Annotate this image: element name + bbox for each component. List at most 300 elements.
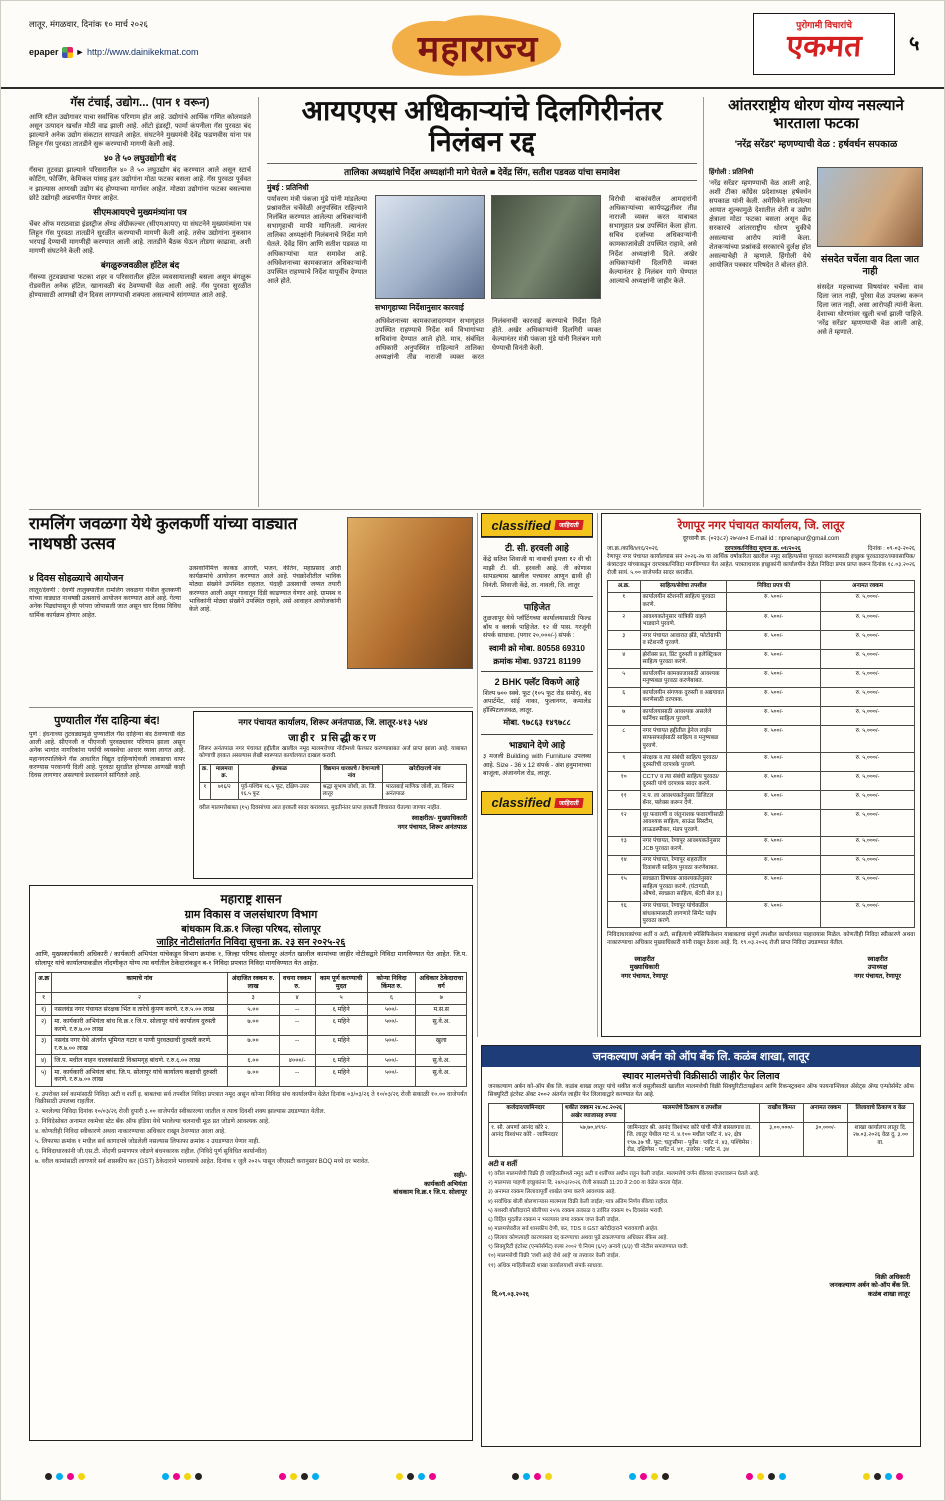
term-item: ६. निविदाधारकांनी जी.एस.टी. नोंदणी प्रमाणपत्र जोडणे बंधनकारक राहील. (निविदे पूर्ण सुविधित कार्यान्वीत) <box>35 1148 267 1156</box>
cell: -- <box>279 1035 315 1055</box>
cell: म.स.स <box>416 1004 467 1016</box>
registration-mark-group <box>162 1473 202 1480</box>
cell: रु. ५००/- <box>727 631 821 650</box>
ramling-headline: रामलिंग जवळगा येथे कुलकर्णी यांच्या वाड्यात नाथषष्ठी उत्सव <box>29 515 298 553</box>
column-header: कर्जदार/जामिनदार <box>489 1103 563 1122</box>
registration-mark-group <box>45 1473 85 1480</box>
intl-body-left: 'नरेंद्र सरेंडर' म्हणण्याची वेळ आली आहे, अशी टीका काँग्रेस प्रदेशाध्यक्ष हर्षवर्धन सपकाळ यांनी केली. अमेरिकेने लादलेल्या आयात शुल्कामुळे देशातील शेती व उद्योग क्षेत्राला मोठा फटका बसला असून केंद्र सरकारचे आंतरराष्ट्रीय धोरण चुकीचे असल्याचा आरोप त्यांनी केला. शेतकऱ्यांच्या प्रश्नांकडे सरकारचे दुर्लक्ष होत असल्याचेही ते म्हणाले. हिंगोली येथे आयोजित पत्रकार परिषदेत ते बोलत होते. <box>709 180 811 269</box>
cell: कार्यालयीन कामकाजासाठी आवश्यक मनुष्यबळ पुरवठा करणेबाबत. <box>640 669 727 688</box>
cell: ५००/- <box>367 1067 416 1087</box>
cell: मा. कार्यकारी अभियंता बांध. जि.प. सोलापूर यांचे कार्यालय कक्षाची दुरुस्ती करणे. र.रु.७.०० लाख <box>52 1067 227 1087</box>
ramling-body-col1: लातूर/देवणी : देवणी तालुक्यातील रामलिंग जवळगा येथील कुलकर्णी यांच्या वाड्यात नाथषष्ठी उत्सवाचे आयोजन करण्यात आले आहे. गेल्या अनेक पिढ्यांपासून ही परंपरा जोपासली जात असून चार दिवस विविध धार्मिक कार्यक्रम होणार आहेत. <box>29 587 181 619</box>
solapur-header-row <box>36 973 467 993</box>
cell: १५ <box>608 874 641 901</box>
term-item: ७) मालमत्तेवरील सर्व शासकीय देणी, कर, TDS व GST खरेदीदाराने भरावयाची आहेत. <box>488 1225 659 1232</box>
cell: रु. ५००/- <box>727 688 821 707</box>
tender-row <box>608 612 915 631</box>
term-item: ५) यशस्वी बोलीदाराने बोलीच्या २५% रक्कम तत्काळ व उर्वरित रक्कम १५ दिवसांत भरावी. <box>488 1207 664 1214</box>
column-rule <box>597 513 598 1037</box>
cell: स्वच्छता विषयक आवश्यकतेनुसार साहित्य पुरवठा करणे. (घंटागाडी, औषधे, स्वच्छता साहित्य, बॅटरी सेल इ.) <box>640 874 727 901</box>
column-header: अ.क्र. <box>608 581 641 593</box>
cell: रु. ५,०००/- <box>821 874 915 901</box>
lead-subhead: तालिका अध्यक्षांचे निर्देश अध्यक्षांनी मागे घेतले ■ देवेंद्र सिंग, सतीश पडवळ यांचा समावेश <box>267 163 697 181</box>
cell: धूर फवारणी व जंतुनाशक फवारणीसाठी आवश्यक साहित्य, साऊंड सिस्टीम, लाऊडस्पीकर, मंडप पुरवणे. <box>640 810 727 837</box>
cell: ४ <box>608 650 641 669</box>
cell: रु. ५००/- <box>727 901 821 928</box>
epaper-url-link[interactable]: http://www.dainikekmat.com <box>86 47 199 57</box>
tender-row <box>608 874 915 901</box>
cell: ६.०० <box>227 1055 279 1067</box>
lead-headline: आयएएस अधिकाऱ्यांचे दिलगिरीनंतर निलंबन रद्द <box>301 95 663 158</box>
solapur-numbering-row <box>36 992 467 1004</box>
cell: ७ <box>608 707 641 726</box>
cell: १ <box>36 992 52 1004</box>
tender-row <box>608 631 915 650</box>
renapur-contact: दूरध्वनी क्र. (०२३८२) २७५४०२ E-mail id : nprenapur@gmail.com <box>682 536 840 542</box>
bank-subtitle: स्थावर मालमत्तेची विक्रीसाठी जाहीर फेर लिलाव <box>622 1070 780 1081</box>
cell: ७ <box>416 992 467 1004</box>
cell: रु. ५,०००/- <box>821 669 915 688</box>
cell: ३) <box>36 1035 52 1055</box>
bank-terms <box>482 1171 920 1270</box>
lead-photo-2 <box>491 195 601 299</box>
term-item: २. भरलेल्या निविदा दिनांक १०/०३/२६ रोजी दुपारी ३.०० वाजेपर्यंत स्वीकारल्या जातील व त्याच दिवशी शक्य झाल्यास उघडण्यात येतील. <box>35 1108 326 1116</box>
cell: १) <box>36 1004 52 1016</box>
term-item: २) मालमत्ता पाहणी इच्छुकांना दि. २४/०३/२०२६ रोजी सकाळी 11:20 ते 2:00 या वेळेत करता येईल. <box>488 1180 683 1187</box>
cell: रु. ५,०००/- <box>821 791 915 810</box>
renapur-signatures <box>607 956 915 982</box>
cell: रु. ५००/- <box>727 612 821 631</box>
cell: रु. ५,०००/- <box>821 612 915 631</box>
cell: १० <box>608 772 641 791</box>
cell: १६ <box>608 901 641 928</box>
cell: रु. ५,०००/- <box>821 688 915 707</box>
tender-row <box>608 753 915 772</box>
cell: ७१६/२ <box>210 782 238 800</box>
cell: पूर्व-पश्चिम १६.५ फूट, दक्षिण-उत्तर १६.५ फूट <box>238 782 320 800</box>
cell: सु.वे.अ. <box>416 1016 467 1036</box>
cell: रु. ५,०००/- <box>821 901 915 928</box>
renapur-sign-left-3: नगर पंचायत, रेणापूर <box>621 973 668 980</box>
cell: ५००/- <box>367 1035 416 1055</box>
column-header: मालमत्ता क्र. <box>210 764 238 782</box>
cell: ६ महिने <box>315 1035 367 1055</box>
cell: नगर पंचायत, रेणापूर आवश्यकतेनुसार JCB पुरवठा करणे. <box>640 836 727 855</box>
term-item: ४) सर्वाधिक बोली बोलणाऱ्यास मालमत्ता विक्री केली जाईल; मात्र अंतिम निर्णय बँकेचा राहील. <box>488 1198 669 1205</box>
lead-body-col4: विरोधी बाकांवरील आमदारांनी अधिकाऱ्यांच्या कार्यपद्धतीवर तीव्र नाराजी व्यक्त करत याबाबत सभागृहात प्रश्न उपस्थित केला होता. सचिव दर्जाच्या अधिकाऱ्यांनी कामकाजावेळी उपस्थित राहावे, असे निर्देश अध्यक्षांनी दिले. अखेर अधिकाऱ्यांनी दिलगिरी व्यक्त केल्यानंतर हे निलंबन मागे घेण्यात आल्याचे अध्यक्षांनी जाहीर केले. <box>609 196 697 285</box>
solapur-terms <box>35 1091 467 1166</box>
tender-row <box>608 810 915 837</box>
classified-tag: जाहिराती <box>554 520 583 530</box>
cell: रु. ५००/- <box>727 726 821 753</box>
tender-row <box>36 1055 467 1067</box>
cell: ३०,०००/- <box>804 1123 848 1157</box>
classified-item-contact-2: क्रमांक मोबा. 93721 81199 <box>493 656 581 666</box>
column-header: अनामत रक्कम <box>821 581 915 593</box>
cell: २ <box>52 992 227 1004</box>
section-rule <box>29 707 473 708</box>
cell: न.प. ला आवश्यकतेनुसार डिजिटल बॅनर, फ्लेक्स करून देणे. <box>640 791 727 810</box>
cell: १३ <box>608 836 641 855</box>
gas-article-p1: आणि स्टील उद्योगावर याचा सर्वाधिक परिणाम होत आहे. उद्योगांचे आर्थिक गणित कोलमडले असून उत्पादन खर्चात मोठी वाढ झाली आहे. ऑटो इंडस्ट्री, फार्मा कंपनीला गॅस पुरवठा बंद झाल्याने अनेक उद्योग संकटात सापडले आहेत. संघटनेने मुख्यमंत्री देवेंद्र फडणवीस यांना पत्र लिहून गॅस पुरवठा तातडीने सुरू करण्याची मागणी केली आहे. <box>29 114 251 149</box>
cell: आवश्यकतेनुसार यांत्रिकी वाहने भाड्याने पुरवणे. <box>640 612 727 631</box>
cell: जि.प. मधील वाहन चालकांसाठी विश्रामगृह बांधणे. र.रु.६.०० लाख <box>52 1055 227 1067</box>
tender-row <box>608 592 915 611</box>
cell: कार्यालयीन स्टेशनरी साहित्य पुरवठा करणे. <box>640 592 727 611</box>
solapur-gov: महाराष्ट्र शासन <box>220 892 282 906</box>
registration-mark-group <box>396 1473 436 1480</box>
cell: १४ <box>608 855 641 874</box>
cell: नगर पंचायत, रेणापूर शहरातील दिवाबत्ती साहित्य पुरवठा करणेबाबत. <box>640 855 727 874</box>
pune-gas-title: पुण्यातील गॅस दाहिन्या बंद! <box>54 715 160 727</box>
cell: नसलवंड नगर पंचायत संरक्षक भिंत व तारेचे कुंपण करणे. र.रु.५.०० लाख <box>52 1004 227 1016</box>
cell: रु. ५,०००/- <box>821 772 915 791</box>
term-item: १) वरील मालमत्तेची विक्री ही जाहिरातीमध्ये नमूद अटी व शर्तींच्या अधीन राहून केली जाईल. मालमत्तेचे वर्णन बँकेच्या दप्तरावरून घेतले आहे. <box>488 1171 760 1178</box>
classified-item <box>481 734 593 785</box>
cell: ७.०० <box>227 1016 279 1036</box>
classified-item <box>481 537 593 596</box>
gas-article-subhead-2: सीएमआयएचे मुख्यमंत्र्यांना पत्र <box>93 206 187 217</box>
term-item: ६) विहित मुदतीत रक्कम न भरल्यास जमा रक्कम जप्त केली जाईल. <box>488 1216 620 1223</box>
cell: रु. ५,०००/- <box>821 726 915 753</box>
cell: ३ <box>608 631 641 650</box>
column-header: काम पूर्ण करण्याची मुदत <box>315 973 367 993</box>
tender-row <box>608 855 915 874</box>
cell: २ <box>608 612 641 631</box>
renapur-notice-no: दरपत्रक/निविदा सूचना क्र. ०१/२०२६ <box>724 546 801 552</box>
ekmat-tagline: पुरोगामी विचारांचे <box>796 20 852 30</box>
solapur-sign-2: कार्यकारी अभियंता <box>424 1180 467 1188</box>
solapur-sign-3: बांधकाम वि.क्र.१ जि.प. सोलापूर <box>393 1189 467 1197</box>
lead-dateline: मुंबई : प्रतिनिधी <box>267 183 309 192</box>
classified-logo-top <box>481 513 593 537</box>
classified-item-title: टी. सी. हरवली आहे <box>505 543 569 553</box>
cell: नगर पंचायत हद्दीतील ड्रेनेज लाईन साफसफाईसाठी साहित्य व मनुष्यबळ पुरवणे. <box>640 726 727 753</box>
term-item: ५. लिफाफा क्रमांक १ मधील सर्व कागदपत्रे जोडलेली नसल्यास लिफाफा क्रमांक २ उघडण्यात येणार नाही. <box>35 1138 260 1146</box>
cell: ५) <box>36 1067 52 1087</box>
intl-photo-modi <box>817 167 923 247</box>
cell: -- <box>279 1004 315 1016</box>
registration-mark-group <box>279 1473 319 1480</box>
shirur-table-row <box>200 782 467 800</box>
cell: सु.वे.अ. <box>416 1067 467 1087</box>
date-line: लातूर, मंगळवार, दिनांक १० मार्च २०२६ <box>29 19 148 29</box>
cell: रु. ५००/- <box>727 592 821 611</box>
column-header: कोऱ्या निविदा किंमत रु. <box>367 973 416 993</box>
bank-sign-2: जनकल्याण अर्बन को-ऑप बँक लि. <box>829 1282 910 1290</box>
shirur-title: जाहीर प्रसिद्धीकरण <box>288 733 378 744</box>
ramling-subhead: ४ दिवस सोहळ्याचे आयोजन <box>29 572 124 583</box>
bank-auction-row <box>489 1123 914 1157</box>
shirur-notice <box>193 711 473 879</box>
cell: ४) <box>36 1055 52 1067</box>
bank-auction-notice <box>481 1045 921 1447</box>
cell: १. सौ. अपर्णा आनंद कोरे २. आनंद विश्वंभर कोरे - जामिनदार <box>489 1123 563 1157</box>
epaper-arrow: ► <box>75 47 85 57</box>
gas-article <box>29 95 251 505</box>
bank-date: दि.०९.०३.२०२६ <box>492 1290 529 1298</box>
cell: संरक्षक व त्या संबंधी साहित्य पुरवठा/दुरुस्तीची दरपत्रके पुरवणे. <box>640 753 727 772</box>
shirur-table <box>199 764 467 801</box>
ramling-article <box>29 513 473 703</box>
cell: रु. ५,०००/- <box>821 855 915 874</box>
column-header: अ.क्र <box>36 973 52 993</box>
cell: नगर पंचायत, रेणापूर यांचेकडील बांधकामासाठी लागणारे सिमेंट पाईप पुरवठा करणे. <box>640 901 727 928</box>
column-header: क्र. <box>200 764 211 782</box>
intl-subheadline: संसदेत चर्चेला वाव दिला जात नाही <box>821 253 919 276</box>
renapur-tender <box>601 513 921 1037</box>
column-header: लिलावाचे ठिकाण व वेळ <box>848 1103 914 1122</box>
term-item: १. उपरोक्त सर्व कामांसाठी निविदा अटी व शर्ती इ. बाबतचा सर्व तपशील निविदा प्रपत्रात नमूद असून कोऱ्या निविदा संच कार्यालयीन वेळेत दिनांक ०३/०३/२६ ते १०/०३/२६ रोजी सकाळी १०.०० वाजेपर्यंत विक्रीसाठी उपलब्ध राहतील. <box>35 1090 467 1106</box>
shirur-table-header-row <box>200 764 467 782</box>
cell: भारतबाई माणिक जोशी, ता. शिरूर अनंतपाळ <box>383 782 467 800</box>
page-number: ५ <box>909 33 920 55</box>
intl-article <box>709 95 923 507</box>
cell: रु. ५००/- <box>727 855 821 874</box>
lead-article <box>267 95 697 507</box>
bank-terms-title: अटी व शर्ती <box>488 1161 518 1169</box>
cell: नसवंड नगर येथे अंतर्गत भूमिगत गटार व पाणी पुरवठ्याची दुरुस्ती करणे. र.रु.७.०० लाख <box>52 1035 227 1055</box>
renapur-outro: निविदाधारकांच्या शर्ती व अटी, साहित्याचे स्पेसिफिकेशन याबाबतचा संपूर्ण तपशील कार्यालयात पाहावयास मिळेल. कोणतीही निविदा स्वीकारणे अथवा नाकारण्याचा अधिकार मुख्याधिकारी यांनी राखून ठेवला आहे. दि. १९.०३.२०२६ रोजी प्राप्त निविदा उघडण्यात येतील. <box>607 932 915 946</box>
cell: शाखा कार्यालय लातूर दि. २७.०३.२०२६ वेळ दु. ३.०० वा. <box>848 1123 914 1157</box>
column-header: अनामत रक्कम <box>804 1103 848 1122</box>
cell: रु. ५,०००/- <box>821 707 915 726</box>
cell: ५००/- <box>367 1004 416 1016</box>
masthead-title: महाराज्य <box>417 28 539 69</box>
column-header: वचना रक्कम रु. <box>279 973 315 993</box>
solapur-dept: ग्राम विकास व जलसंधारण विभाग <box>184 909 318 921</box>
column-header: थकीत रक्कम २४.०८.२०२६ अखेर व्याजासह रुपया <box>563 1103 625 1122</box>
cell: श्रद्धा सुभाष जोशी, ता. जि. लातूर <box>320 782 383 800</box>
gas-article-p3: चेंबर ऑफ मराठवाडा इंडस्ट्रीज ॲण्ड ॲग्रीकल्चर (सीएमआयए) या संघटनेने मुख्यमंत्र्यांना पत्र लिहून गॅस पुरवठा तातडीने सुरळीत करण्याची मागणी केली आहे. तसेच उद्योगांना नुकसान भरपाई देण्याची मागणीही करण्यात आली आहे. तातडीने बैठक घेऊन तोडगा काढावा, अशी मागणी संघटनेने केली आहे. <box>29 220 251 256</box>
classified-tag: जाहिराती <box>554 798 583 808</box>
solapur-tender <box>29 885 473 1441</box>
tender-row <box>36 1035 467 1055</box>
gas-article-subhead-3: बंगळुरुजवळील हॉटेल बंद <box>100 260 180 271</box>
column-header: मालमत्तेचे ठिकाण व तपशील <box>625 1103 760 1122</box>
renapur-header-row <box>608 581 915 593</box>
bank-header-row <box>489 1103 914 1122</box>
cell: रु. ५००/- <box>727 707 821 726</box>
cell: ५००/- <box>367 1016 416 1036</box>
tender-row <box>608 688 915 707</box>
lead-photo-1 <box>375 195 485 299</box>
tender-row <box>36 1067 467 1087</box>
lead-photo-caption: सभागृहाच्या निर्देशानुसार कारवाई <box>375 303 464 312</box>
pune-gas-body: पुणे : इंधनाच्या तुटवड्यामुळे पुण्यातील गॅस दाहिन्या बंद ठेवण्याची वेळ आली आहे. सीएनजी व पीएनजी पुरवठ्यावर परिणाम झाला असून अनेक भागांत नागरिकांना पर्यायी व्यवस्थेचा आधार घ्यावा लागत आहे. महानगरपालिकेने गॅस आधारित विद्युत दाहिन्यांऐवजी लाकडाचा वापर करण्यास परवानगी दिली आहे. पुरवठा सुरळीत होण्यास आणखी काही दिवस लागणार असल्याचे प्रशासनाने सांगितले आहे. <box>29 731 185 779</box>
cell: झेरॉक्स प्रत, प्रिंट दुरुस्ती व इलेक्ट्रिकल साहित्य पुरवठा करणे. <box>640 650 727 669</box>
gas-article-p2: गॅसचा तुटवडा झाल्याने परिसरातील ४० ते ५० लघुउद्योग बंद करण्यात आले असून स्टार्च कोटिंग, फोर्जिंग, केमिकल यांसह इतर उद्योगांना मोठा फटका बसला आहे. गॅस पुरवठा पूर्ववत न झाल्यास आणखी उद्योग बंद होण्याच्या मार्गावर आहेत. मोठ्या उद्योगांना फटका बसल्यास छोटे उद्योगही अडचणीत येणार आहेत. <box>29 167 251 202</box>
cell: ६ महिने <box>315 1016 367 1036</box>
pune-gas-article <box>29 713 185 879</box>
registration-mark-group <box>863 1473 903 1480</box>
classified-item-body: केंद्रे सतिश शिवाजी या नावाची इयत्ता १२ वी ची माझी टी. सी. हरवली आहे. ती कोणास सापडल्यास खालील पत्त्यावर आणून द्यावी ही विनंती. शिवाजी केंद्रे, ता. नावली, जि. लातूर <box>483 556 591 589</box>
cell: रु. ५,०००/- <box>821 753 915 772</box>
cell: रु. ५,०००/- <box>821 810 915 837</box>
cell: ६ <box>608 688 641 707</box>
cell: ६ महिने <box>315 1067 367 1087</box>
classified-wordmark: classified <box>491 795 551 810</box>
cell: १२ <box>608 810 641 837</box>
tender-row <box>608 707 915 726</box>
intl-headline: आंतरराष्ट्रीय धोरण योग्य नसल्याने भारताला फटका <box>728 97 904 132</box>
tender-row <box>608 772 915 791</box>
bank-footer <box>482 1270 920 1300</box>
bank-sign-1: विक्री अधिकारी <box>875 1273 910 1281</box>
cell: ९ <box>608 753 641 772</box>
ekmat-logo-box <box>753 13 895 75</box>
term-item: ७. वरील कामांसाठी लागणारे सर्व शासकीय कर (GST) ठेकेदाराने भरावयाचे आहेत. दिनांक १ जुलै २०२५ पासून जीएसटी करानुसार BOQ मध्ये दर भरावेत. <box>35 1157 370 1165</box>
cell: रु. ५००/- <box>727 669 821 688</box>
renapur-sign-right-3: नगर पंचायत, रेणापूर <box>854 973 901 980</box>
cell: CCTV व त्या संबंधी साहित्य पुरवठा/दुरुस्ती यांचे दरपत्रक सादर करणे. <box>640 772 727 791</box>
cell: रु. ५००/- <box>727 753 821 772</box>
cell: ४ <box>279 992 315 1004</box>
column-header: अधिकार ठेकेदाराचा वर्ग <box>416 973 467 993</box>
registration-mark-group <box>746 1473 786 1480</box>
cell: रु. ५००/- <box>727 791 821 810</box>
cell: रु. ५,०००/- <box>821 650 915 669</box>
cell: कार्यालयीन संगणक दुरुस्ती व अद्ययावत करणेसाठी दरपत्रक. <box>640 688 727 707</box>
cell: ७.०० <box>227 1067 279 1087</box>
cell: -- <box>279 1016 315 1036</box>
cell: रु. ५००/- <box>727 772 821 791</box>
lead-body-mid: अधिवेशनाच्या कामकाजादरम्यान सभागृहात उपस्थित राहण्याचे निर्देश सर्व विभागांच्या सचिवांना देण्यात आले होते. मात्र, संबंधित अधिकारी अनुपस्थित राहिल्याने तालिका अध्यक्षांनी तीव्र नाराजी व्यक्त करत निलंबनाची कारवाई करण्याचे निर्देश दिले होते. अखेर अधिकाऱ्यांनी दिलगिरी व्यक्त केल्यानंतर मंत्री पंकजा मुंडे यांनी निलंबन मागे घेण्याची विनंती केली. <box>375 318 601 362</box>
epaper-label: epaper <box>29 47 59 57</box>
shirur-office: नगर पंचायत कार्यालय, शिरूर अनंतपाळ, जि. लातूर-४१३ ५४४ <box>238 717 428 727</box>
cell: रु. ५००/- <box>727 650 821 669</box>
cell: २) <box>36 1016 52 1036</box>
cell: -- <box>279 1067 315 1087</box>
cell: रु. ५,०००/- <box>821 836 915 855</box>
classified-logo-bottom <box>481 791 593 815</box>
cell: ४०००/- <box>279 1055 315 1067</box>
intl-dateline: हिंगोली : प्रतिनिधी <box>709 169 754 176</box>
column-header: अंदाजित रक्कम रु. लाख <box>227 973 279 993</box>
solapur-table-body <box>36 1004 467 1086</box>
classified-items <box>481 537 593 785</box>
renapur-table-body <box>608 592 915 927</box>
renapur-sign-left-1: स्वाक्षरीत <box>634 955 655 963</box>
classified-wordmark: classified <box>491 517 551 533</box>
column-header: निविदा प्रपत्र फी <box>727 581 821 593</box>
cell: ५ <box>608 669 641 688</box>
classified-item-title: पाहिजेत <box>523 602 551 612</box>
classified-item-title: 2 BHK फ्लॅट विकणे आहे <box>494 676 580 687</box>
bank-sign-3: कळंब शाखा लातूर <box>867 1290 910 1298</box>
shirur-note: वरील मालमत्तेबाबत (१५) दिवसांच्या आत हरकती सादर कराव्यात. मुदतीनंतर प्राप्त हरकती विचारात घेतल्या जाणार नाहीत. <box>199 805 441 812</box>
cell: ७.०० <box>227 1035 279 1055</box>
solapur-intro: आणि, मुख्यकार्यकारी अधिकारी / कार्यकारी अभियंता यांचेकडून विभाग क्रमांक १, जिल्हा परिषद सोलापूर अंतर्गत खालील कामांच्या जाहीर नोटीसद्वारे निविदा मागविण्यात येत आहेत. जि.प. सोलापूर यांचे कार्यालयाकडील नोंदणीकृत योग्य त्या वर्गातील ठेकेदारांकडून ब-१ निविदा प्रपत्रात निविदा मागविण्यात येत आहेत. <box>35 951 467 967</box>
bank-title: जनकल्याण अर्बन को ऑप बँक लि. कळंब शाखा, लातूर <box>482 1046 920 1067</box>
tender-row <box>36 1004 467 1016</box>
column-rule <box>258 97 259 507</box>
epaper-row <box>29 47 199 58</box>
cell: १ <box>608 592 641 611</box>
renapur-ref: जा.क्र./कावि/४१६/२०२६ <box>607 546 658 552</box>
registration-marks <box>45 1473 903 1480</box>
solapur-sign-1: सही/- <box>453 1171 467 1179</box>
term-item: ४. कोणतीही निविदा स्वीकारणे अथवा नाकारण्याचा अधिकार राखून ठेवण्यात आला आहे. <box>35 1128 226 1136</box>
cell: ६ <box>367 992 416 1004</box>
column-header: क्षेत्रफळ <box>238 764 320 782</box>
classified-item <box>481 596 593 671</box>
cell: जामिनदार श्री. आनंद विश्वंभर कोरे यांची मौजे बासलगाव ता. जि. लातूर येथील गट नं. ४.१०० मधील प्लॉट नं. ४२, क्षेत्र १९७.३७ चौ. फूट; चतुःसीमा - पूर्वेस : प्लॉट नं. ४३, पश्चिमेस : रोड, दक्षिणेस : प्लॉट नं. ४१, उत्तरेस : प्लॉट नं. ३४ <box>625 1123 760 1157</box>
cell: रु. ५,०००/- <box>821 592 915 611</box>
cell: नगर पंचायत आवारात झेंडे, फोटोग्राफी व स्टेशनरी पुरवणे. <box>640 631 727 650</box>
intl-body-right: संसदेत महत्त्वाच्या विषयांवर चर्चेला वाव दिला जात नाही, पुरेसा वेळ उपलब्ध करून दिला जात नाही, असा आरोपही त्यांनी केला. देशाच्या धोरणांवर खुली चर्चा झाली पाहिजे. 'नरेंद्र सरेंडर' म्हणण्याची वेळ आली आहे, असे ते म्हणाले. <box>817 284 923 337</box>
bank-intro: जनकल्याण अर्बन को-ऑप बँक लि. कळंब शाखा लातूर यांचे थकीत कर्ज वसुलीसाठी खालील मालमत्तेची विक्री सिक्युरिटीटायझेशन आणि रिकन्स्ट्रक्शन ऑफ फायनान्शियल ॲसेट्स ॲण्ड एन्फोर्समेंट ऑफ सिक्युरिटी इंटरेस्ट ॲक्ट २००२ अंतर्गत जाहीर फेर लिलावाद्वारे करण्यात येत आहे. <box>488 1084 914 1098</box>
shirur-sign-1: स्वाक्षरीत/- मुख्याधिकारी <box>411 815 467 823</box>
tender-row <box>608 726 915 753</box>
term-item: ३. निविदेसोबत अनामत रकमेचा स्टेट बँक ऑफ इंडिया येथे भरलेल्या चलनाची मूळ प्रत जोडणे आवश्यक आहे. <box>35 1118 270 1126</box>
intl-strap: 'नरेंद्र सरेंडर' म्हणण्याची वेळ : हर्षवर्धन सपकाळ <box>734 139 898 150</box>
ekmat-title: एकमत <box>785 30 863 63</box>
shirur-body: शिरूर अनंतपाळ नगर पंचायत हद्दीतील खालील नमूद मालमत्तेच्या नोंदीमध्ये फेरफार करण्याबाबत अर्ज प्राप्त झाला आहे. याबाबत कोणाची हरकत असल्यास लेखी स्वरूपात कार्यालयात दाखल करावी. <box>199 746 467 760</box>
cell: मा. कार्यकारी अभियंता बांध वि.क्र.१ जि.प. सोलापूर यांचे कार्यालय दुरुस्ती करणे. र.रु.७.०० लाख <box>52 1016 227 1036</box>
renapur-date: दिनांक : ०९-०३-२०२६ <box>867 546 915 552</box>
section-rule <box>29 509 921 510</box>
solapur-notice-no: जाहिर नोटीसांतर्गत निविदा सुचना क्र. २३ सन २०२५-२६ <box>156 937 346 948</box>
cell: खुला <box>416 1035 467 1055</box>
cell: ३,००,०००/- <box>760 1123 804 1157</box>
cell: ८ <box>608 726 641 753</box>
term-item: ९) सिक्युरिटी इंटरेस्ट (एन्फोर्समेंट) रुल्स २००२ चे नियम (६/२) अन्वये (६/३) ची नोटीस समजण्यात यावी. <box>488 1244 689 1251</box>
column-header: राखीव किंमत <box>760 1103 804 1122</box>
renapur-ref-row <box>607 544 915 552</box>
registration-mark-group <box>512 1473 552 1480</box>
classified-item-contact-1: स्वामी क्रो मोबा. 80558 69310 <box>488 643 585 653</box>
cell: रु. ५००/- <box>727 810 821 837</box>
epaper-icon <box>62 47 73 58</box>
classified-item-title: भाड्याने देणे आहे <box>508 740 566 750</box>
term-item: १०) मालमत्तेची विक्री 'जशी आहे जेथे आहे' या तत्त्वावर केली जाईल. <box>488 1253 620 1260</box>
tender-row <box>608 669 915 688</box>
tender-row <box>608 836 915 855</box>
tender-row <box>608 791 915 810</box>
bank-table <box>488 1103 914 1157</box>
cell: ५००/- <box>367 1055 416 1067</box>
cell: सु.वे.अ. <box>416 1055 467 1067</box>
cell: १ <box>200 782 211 800</box>
term-item: ३) अनामत रक्कम लिलावापूर्वी शाखेत जमा करणे आवश्यक आहे. <box>488 1189 616 1196</box>
solapur-table <box>35 972 467 1086</box>
tender-row <box>36 1016 467 1036</box>
cell: ५७,७०,४९९/- <box>563 1123 625 1157</box>
column-rule <box>477 513 478 1037</box>
cell: ६ महिने <box>315 1004 367 1016</box>
cell: ५ <box>315 992 367 1004</box>
cell: रु. ५००/- <box>727 836 821 855</box>
header-rule <box>1 87 945 89</box>
tender-row <box>608 650 915 669</box>
column-rule <box>703 97 704 507</box>
classified-item-contact-1: मोबा. ९७८६३ १४९७८८ <box>503 718 571 727</box>
cell: कार्यालयासाठी आवश्यक असलेले फर्निचर साहित्य पुरवणे. <box>640 707 727 726</box>
classified-item-body: शिल्प ७०० स्क्वे. फूट (१०५ फूट रोड समोर), बंद अपार्टमेंट, सांई नाका, फुलानगर, कमालेड हॉस्पिटलजवळ, लातूर. <box>483 689 591 714</box>
renapur-office: रेणापूर नगर पंचायत कार्यालय, जि. लातूर <box>677 520 845 532</box>
registration-mark-group <box>629 1473 669 1480</box>
renapur-sign-right-1: स्वाक्षरीत <box>867 955 888 963</box>
gas-article-subhead-1: ४० ते ५० लघुउद्योगी बंद <box>103 153 177 164</box>
renapur-intro: रेणापूर नगर पंचायत कार्यालयास सन २०२६-२७ या आर्थिक वर्षाकरिता खालील नमूद साहित्य/सेवा पुरवठा करण्यासाठी इच्छुक पुरवठादार/व्यावसायिक/कंत्राटदार यांच्याकडून दरपत्रक/निविदा मागविण्यात येत आहेत. पात्रताधारक इच्छुकांनी कार्यालयीन वेळेत निविदा प्रपत्र प्राप्त करून दिनांक १८.०३.२०२६ रोजी सायं. ५.०० वाजेपर्यंत सादर करावीत. <box>607 554 915 576</box>
cell: रु. ५,०००/- <box>821 631 915 650</box>
classified-item <box>481 671 593 735</box>
lead-body-col1: पर्यावरण मंत्री पंकजा मुंडे यांनी मांडलेल्या प्रश्नावरील चर्चेवेळी अनुपस्थित राहिल्याने निलंबित करण्यात आलेल्या अधिकाऱ्यांनी सभागृहाची माफी मागितली. त्यानंतर तालिका अध्यक्षांनी निलंबनाचे निर्देश मागे घेतले. देवेंद्र सिंग आणि सतीश पडवळ या अधिकाऱ्यांचा यात समावेश आहे. अधिवेशनाच्या कामकाजात अधिकाऱ्यांनी उपस्थित राहण्याचे निर्देश यापूर्वीच देण्यात आले होते. <box>267 196 367 285</box>
solapur-office: बांधकाम वि.क्र.१ जिल्हा परिषद, सोलापूर <box>181 924 321 935</box>
cell: ११ <box>608 791 641 810</box>
ramling-body-col2: उत्सवानिमित्त काकड आरती, भजन, कीर्तन, महाप्रसाद आदी कार्यक्रमांचे आयोजन करण्यात आले आहे. पंचक्रोशीतील भाविक मोठ्या संख्येने उपस्थित राहतात. यंदाही उत्सवाची जय्यत तयारी करण्यात आली असून गावातून दिंडी काढण्यात येणार आहे. ग्रामस्थ व भाविकांनी मोठ्या संख्येने उपस्थित राहावे, असे आवाहन आयोजकांनी केले आहे. <box>189 565 341 613</box>
